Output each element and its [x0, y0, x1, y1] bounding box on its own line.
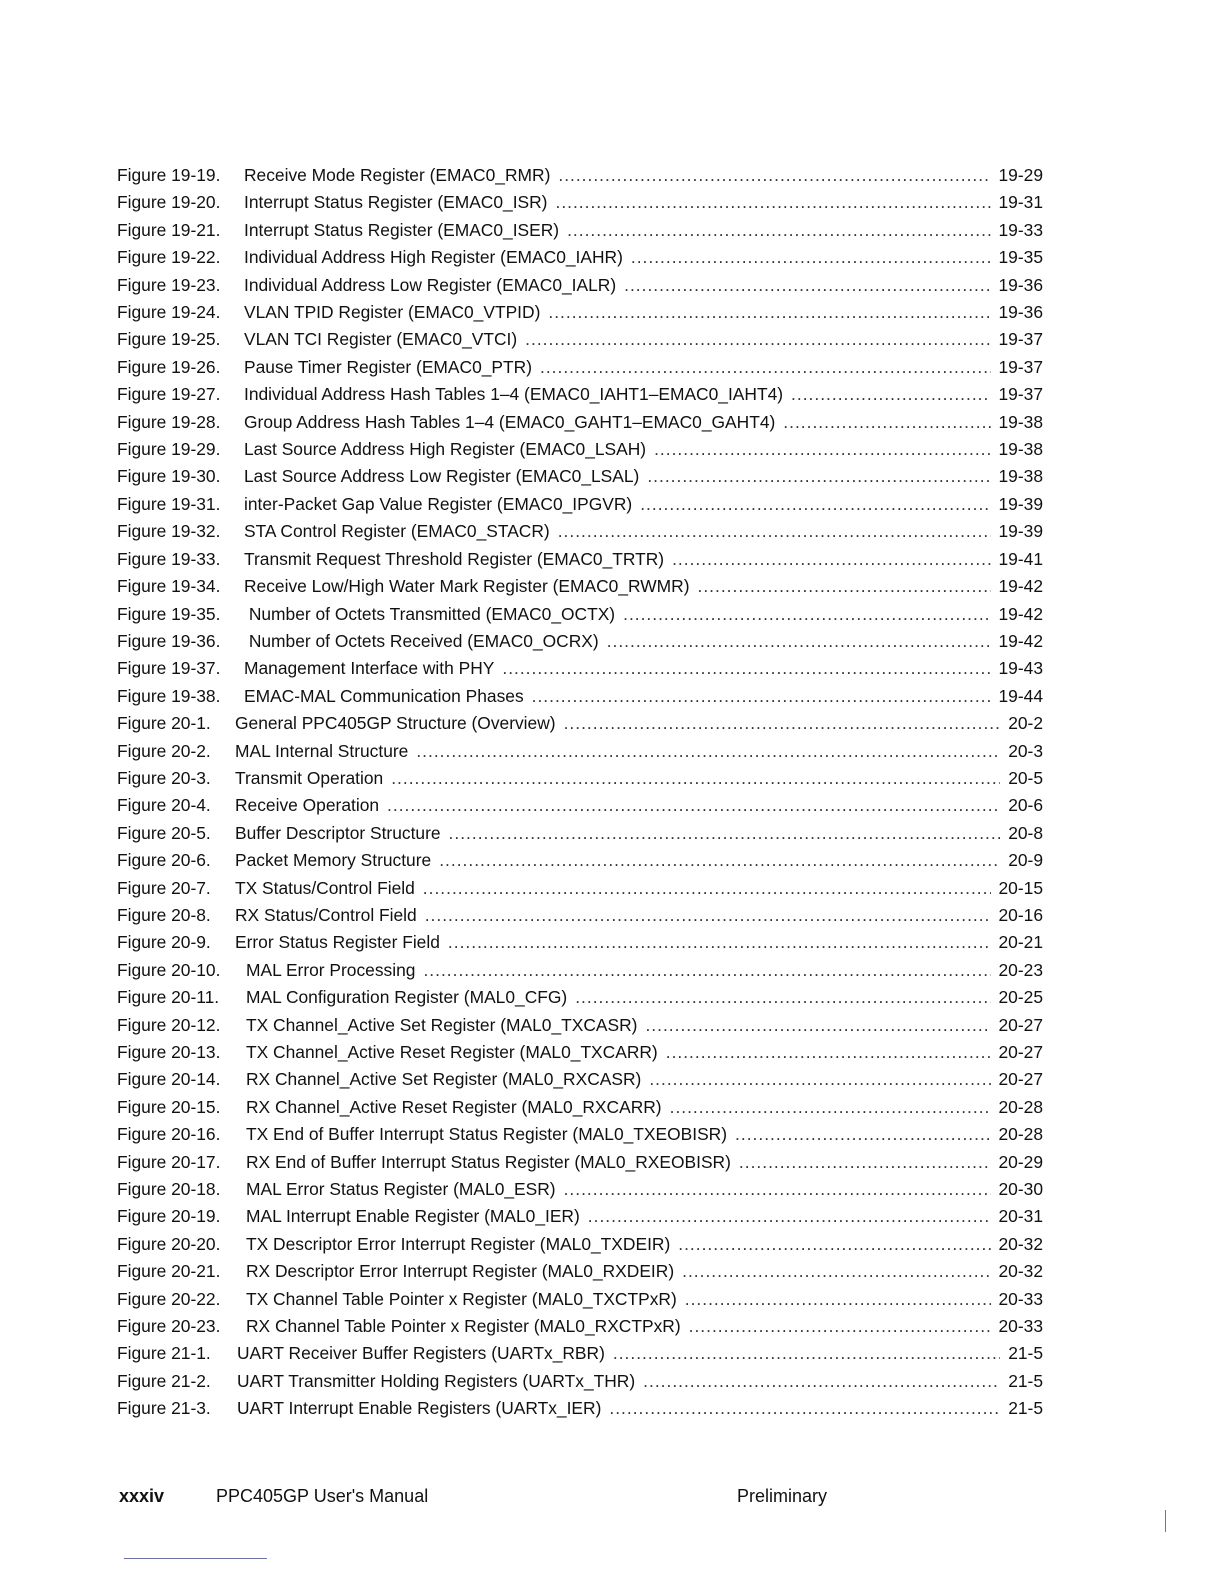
page-reference: 20-30	[998, 1179, 1043, 1200]
toc-entry[interactable]	[117, 162, 1043, 189]
figure-number: Figure 20-10.	[117, 959, 221, 980]
dot-leader	[423, 875, 991, 902]
page-number: xxxiv	[119, 1486, 165, 1506]
toc-entry[interactable]	[117, 820, 1043, 847]
figure-title: STA Control Register (EMAC0_STACR)	[244, 521, 550, 542]
figure-title: MAL Internal Structure	[235, 740, 409, 761]
figure-title: MAL Error Processing	[246, 959, 416, 980]
figure-title: Packet Memory Structure	[235, 850, 432, 871]
toc-entry[interactable]	[117, 628, 1043, 655]
figure-number: Figure 19-26.	[117, 356, 221, 377]
figure-title: Receive Mode Register (EMAC0_RMR)	[244, 165, 551, 185]
page-reference: 20-16	[998, 904, 1043, 925]
figure-number: Figure 19-34.	[117, 576, 221, 597]
page-reference: 20-28	[998, 1096, 1043, 1117]
figure-number: Figure 20-7.	[117, 877, 211, 898]
figure-number: Figure 20-3.	[117, 767, 211, 788]
toc-entry[interactable]	[117, 847, 1043, 874]
dot-leader	[532, 683, 991, 710]
dot-leader	[613, 1340, 1000, 1367]
dot-leader	[791, 381, 990, 408]
toc-entry[interactable]	[117, 1395, 1043, 1422]
toc-entry[interactable]	[117, 409, 1043, 436]
toc-entry[interactable]	[117, 710, 1043, 737]
page-reference: 19-41	[998, 548, 1043, 569]
toc-entry[interactable]	[117, 738, 1043, 765]
figure-title: Group Address Hash Tables 1–4 (EMAC0_GAHT1–EMAC0_GAHT4)	[244, 411, 776, 432]
dot-leader	[558, 518, 991, 545]
toc-entry[interactable]	[117, 546, 1043, 573]
toc-entry[interactable]	[117, 1258, 1043, 1285]
figure-title: Receive Low/High Water Mark Register (EMAC0_RWMR)	[244, 576, 690, 597]
toc-entry[interactable]	[117, 1286, 1043, 1313]
figure-title: TX End of Buffer Interrupt Status Register (MAL0_TXEOBISR)	[246, 1124, 728, 1145]
figure-number: Figure 19-23.	[117, 274, 221, 295]
page-reference: 20-27	[998, 1014, 1043, 1035]
page-reference: 21-5	[1008, 1343, 1043, 1364]
dot-leader	[575, 984, 990, 1011]
toc-entry[interactable]	[117, 957, 1043, 984]
figure-number: Figure 19-27.	[117, 384, 221, 405]
figure-title: TX Channel Table Pointer x Register (MAL0_TXCTPxR)	[246, 1288, 677, 1309]
figure-title: RX Channel Table Pointer x Register (MAL0_RXCTPxR)	[246, 1316, 681, 1337]
figure-number: Figure 20-18.	[117, 1179, 221, 1200]
page-reference: 19-42	[998, 630, 1043, 651]
figure-number: Figure 19-19.	[117, 165, 221, 185]
toc-entry[interactable]	[117, 984, 1043, 1011]
dot-leader	[449, 820, 1001, 847]
figure-number: Figure 19-22.	[117, 247, 221, 268]
figure-title: Interrupt Status Register (EMAC0_ISER)	[244, 219, 560, 240]
dot-leader	[391, 765, 1000, 792]
figure-title: UART Receiver Buffer Registers (UARTx_RBR)	[237, 1343, 605, 1364]
toc-entry[interactable]	[117, 1368, 1043, 1395]
figure-title: TX Channel_Active Set Register (MAL0_TXCASR)	[246, 1014, 638, 1035]
figure-number: Figure 19-33.	[117, 548, 221, 569]
toc-entry[interactable]	[117, 1149, 1043, 1176]
dot-leader	[548, 299, 990, 326]
page-reference: 19-35	[998, 247, 1043, 268]
figure-number: Figure 20-21.	[117, 1261, 221, 1282]
toc-entry[interactable]	[117, 1313, 1043, 1340]
page-reference: 21-5	[1008, 1398, 1043, 1419]
page-reference: 19-37	[998, 384, 1043, 405]
toc-entry[interactable]	[117, 655, 1043, 682]
figure-title: Transmit Operation	[235, 767, 384, 788]
toc-entry[interactable]	[117, 683, 1043, 710]
figure-number: Figure 20-1.	[117, 713, 211, 734]
figure-number: Figure 20-17.	[117, 1151, 221, 1172]
figure-number: Figure 19-30.	[117, 466, 221, 487]
dot-leader	[647, 463, 990, 490]
page-reference: 20-28	[998, 1124, 1043, 1145]
dot-leader	[558, 162, 990, 189]
figure-title: Buffer Descriptor Structure	[235, 822, 441, 843]
figure-number: Figure 19-38.	[117, 685, 221, 706]
page-reference: 19-31	[998, 192, 1043, 213]
toc-entry[interactable]	[117, 217, 1043, 244]
figure-title: Last Source Address Low Register (EMAC0_LSAL)	[244, 466, 640, 487]
page-reference: 20-8	[1008, 822, 1043, 843]
page-reference: 19-43	[998, 658, 1043, 679]
dot-leader	[631, 244, 991, 271]
figure-number: Figure 19-32.	[117, 521, 221, 542]
figure-number: Figure 19-31.	[117, 493, 221, 514]
figure-title: Receive Operation	[235, 795, 380, 816]
figure-number: Figure 20-23.	[117, 1316, 221, 1337]
figure-number: Figure 20-2.	[117, 740, 211, 761]
figure-number: Figure 19-21.	[117, 219, 221, 240]
dot-leader	[564, 710, 1001, 737]
figure-number: Figure 19-36.	[117, 630, 221, 651]
figure-number: Figure 20-13.	[117, 1042, 221, 1062]
page-reference: 20-27	[998, 1069, 1043, 1090]
figure-title: RX Channel_Active Set Register (MAL0_RXCASR)	[246, 1069, 642, 1090]
page-reference: 20-6	[1008, 795, 1043, 816]
toc-entry[interactable]	[117, 518, 1043, 545]
dot-leader	[555, 189, 990, 216]
dot-leader	[588, 1203, 991, 1230]
figure-title: TX Channel_Active Reset Register (MAL0_TXCARR)	[246, 1042, 658, 1062]
figure-title: RX Channel_Active Reset Register (MAL0_RXCARR)	[246, 1096, 662, 1117]
page-reference: 19-44	[998, 685, 1043, 706]
figure-title: EMAC-MAL Communication Phases	[244, 685, 524, 706]
page-reference: 20-21	[998, 932, 1043, 953]
figure-number: Figure 20-19.	[117, 1206, 221, 1227]
page-reference: 19-38	[998, 411, 1043, 432]
dot-leader	[670, 1094, 991, 1121]
page-reference: 19-36	[998, 274, 1043, 295]
toc-entry[interactable]	[117, 299, 1043, 326]
margin-mark	[1165, 1510, 1166, 1532]
figure-number: Figure 20-11.	[117, 987, 220, 1008]
dot-leader	[640, 491, 990, 518]
toc-entry[interactable]	[117, 272, 1043, 299]
dot-leader	[525, 326, 990, 353]
figure-title: Error Status Register Field	[235, 932, 440, 953]
page-reference: 20-29	[998, 1151, 1043, 1172]
dot-leader	[624, 272, 990, 299]
page-reference: 19-29	[998, 165, 1043, 185]
figure-title: Number of Octets Received (EMAC0_OCRX)	[244, 630, 599, 651]
page-reference: 20-9	[1008, 850, 1043, 871]
dot-leader	[783, 409, 990, 436]
dot-leader	[739, 1149, 991, 1176]
figure-title: Transmit Request Threshold Register (EMAC0_TRTR)	[244, 548, 665, 569]
toc-entry[interactable]	[117, 354, 1043, 381]
toc-entry[interactable]	[117, 244, 1043, 271]
figure-title: RX Descriptor Error Interrupt Register (MAL0_RXDEIR)	[246, 1261, 675, 1282]
dot-leader	[423, 957, 990, 984]
toc-entry[interactable]	[117, 1231, 1043, 1258]
figure-title: TX Descriptor Error Interrupt Register (MAL0_TXDEIR)	[246, 1233, 671, 1254]
figure-title: Individual Address Low Register (EMAC0_IALR)	[244, 274, 617, 295]
toc-entry[interactable]	[117, 326, 1043, 353]
dot-leader	[682, 1258, 990, 1285]
dot-leader	[654, 436, 990, 463]
toc-entry[interactable]	[117, 875, 1043, 902]
dot-leader	[685, 1286, 991, 1313]
dot-leader	[672, 546, 990, 573]
toc-entry[interactable]	[117, 463, 1043, 490]
document-status: Preliminary	[737, 1486, 828, 1506]
dot-leader	[735, 1121, 990, 1148]
figure-number: Figure 20-20.	[117, 1233, 221, 1254]
list-of-figures	[117, 162, 1043, 1423]
toc-entry[interactable]	[117, 1039, 1043, 1066]
toc-entry[interactable]	[117, 189, 1043, 216]
dot-leader	[645, 1012, 990, 1039]
page-reference: 20-15	[998, 877, 1043, 898]
figure-title: inter-Packet Gap Value Register (EMAC0_IPGVR)	[244, 493, 633, 514]
dot-leader	[698, 573, 991, 600]
toc-entry[interactable]	[117, 573, 1043, 600]
dot-leader	[689, 1313, 991, 1340]
dot-leader	[502, 655, 990, 682]
figure-title: UART Transmitter Holding Registers (UARTx_THR)	[237, 1370, 636, 1391]
figure-title: VLAN TCI Register (EMAC0_VTCI)	[244, 329, 518, 350]
figure-title: Individual Address Hash Tables 1–4 (EMAC0_IAHT1–EMAC0_IAHT4)	[244, 384, 784, 405]
page-reference: 19-33	[998, 219, 1043, 240]
figure-number: Figure 19-24.	[117, 302, 221, 323]
figure-title: Pause Timer Register (EMAC0_PTR)	[244, 356, 532, 377]
figure-number: Figure 20-6.	[117, 850, 211, 871]
figure-number: Figure 20-12.	[117, 1014, 221, 1035]
page-reference: 19-39	[998, 493, 1043, 514]
toc-entry[interactable]	[117, 1340, 1043, 1367]
dot-leader	[607, 628, 991, 655]
toc-entry[interactable]	[117, 792, 1043, 819]
toc-entry[interactable]	[117, 1012, 1043, 1039]
page-reference: 19-38	[998, 439, 1043, 460]
dot-leader	[666, 1039, 991, 1066]
dot-leader	[567, 217, 990, 244]
figure-title: Individual Address High Register (EMAC0_IAHR)	[244, 247, 623, 268]
page-reference: 21-5	[1008, 1370, 1043, 1391]
figure-number: Figure 20-15.	[117, 1096, 221, 1117]
toc-entry[interactable]	[117, 1066, 1043, 1093]
figure-title: Management Interface with PHY	[244, 658, 495, 679]
figure-title: General PPC405GP Structure (Overview)	[235, 713, 556, 734]
figure-title: VLAN TPID Register (EMAC0_VTPID)	[244, 302, 541, 323]
figure-title: Last Source Address High Register (EMAC0_LSAH)	[244, 439, 647, 460]
figure-title: UART Interrupt Enable Registers (UARTx_IER)	[237, 1398, 602, 1419]
figure-number: Figure 21-3.	[117, 1398, 211, 1419]
bottom-rule	[124, 1558, 267, 1559]
dot-leader	[649, 1066, 990, 1093]
figure-number: Figure 19-20.	[117, 192, 221, 213]
figure-title: RX End of Buffer Interrupt Status Register (MAL0_RXEOBISR)	[246, 1151, 731, 1172]
page-reference: 20-5	[1008, 767, 1043, 788]
dot-leader	[678, 1231, 990, 1258]
dot-leader	[564, 1176, 991, 1203]
toc-entry[interactable]	[117, 902, 1043, 929]
figure-number: Figure 20-14.	[117, 1069, 221, 1090]
page-reference: 19-42	[998, 603, 1043, 624]
toc-entry[interactable]	[117, 929, 1043, 956]
figure-title: Number of Octets Transmitted (EMAC0_OCTX)	[244, 603, 616, 624]
figure-number: Figure 20-22.	[117, 1288, 221, 1309]
toc-entry[interactable]	[117, 765, 1043, 792]
page-reference: 20-32	[998, 1261, 1043, 1282]
figure-number: Figure 19-29.	[117, 439, 221, 460]
toc-entry[interactable]	[117, 1121, 1043, 1148]
figure-title: MAL Interrupt Enable Register (MAL0_IER)	[246, 1206, 580, 1227]
toc-entry[interactable]	[117, 1203, 1043, 1230]
figure-number: Figure 21-1.	[117, 1343, 211, 1364]
page-reference: 19-38	[998, 466, 1043, 487]
figure-number: Figure 20-9.	[117, 932, 211, 953]
dot-leader	[623, 601, 990, 628]
page-reference: 20-33	[998, 1316, 1043, 1337]
figure-title: RX Status/Control Field	[235, 904, 417, 925]
figure-number: Figure 20-5.	[117, 822, 211, 843]
page-reference: 20-23	[998, 959, 1043, 980]
page-reference: 20-33	[998, 1288, 1043, 1309]
dot-leader	[439, 847, 1000, 874]
figure-number: Figure 20-16.	[117, 1124, 221, 1145]
dot-leader	[643, 1368, 1000, 1395]
page-reference: 20-2	[1008, 713, 1043, 734]
page-reference: 20-3	[1008, 740, 1043, 761]
page-reference: 19-39	[998, 521, 1043, 542]
figure-number: Figure 19-28.	[117, 411, 221, 432]
toc-entry[interactable]	[117, 436, 1043, 463]
figure-number: Figure 19-35.	[117, 603, 221, 624]
page-reference: 20-32	[998, 1233, 1043, 1254]
page-reference: 19-37	[998, 329, 1043, 350]
page-reference: 20-27	[998, 1042, 1043, 1062]
page-reference: 20-25	[998, 987, 1043, 1008]
page-reference: 19-37	[998, 356, 1043, 377]
figure-title: MAL Error Status Register (MAL0_ESR)	[246, 1179, 556, 1200]
toc-entry[interactable]	[117, 381, 1043, 408]
page-reference: 19-42	[998, 576, 1043, 597]
toc-entry[interactable]	[117, 1176, 1043, 1203]
toc-entry[interactable]	[117, 491, 1043, 518]
dot-leader	[416, 738, 1000, 765]
figure-title: Interrupt Status Register (EMAC0_ISR)	[244, 192, 548, 213]
dot-leader	[387, 792, 1000, 819]
page-reference: 19-36	[998, 302, 1043, 323]
toc-entry[interactable]	[117, 1094, 1043, 1121]
figure-number: Figure 21-2.	[117, 1370, 211, 1391]
figure-number: Figure 19-25.	[117, 329, 221, 350]
dot-leader	[609, 1395, 1000, 1422]
dot-leader	[540, 354, 991, 381]
figure-number: Figure 20-4.	[117, 795, 211, 816]
figure-title: TX Status/Control Field	[235, 877, 415, 898]
dot-leader	[448, 929, 991, 956]
page-reference: 20-31	[998, 1206, 1043, 1227]
toc-entry[interactable]	[117, 601, 1043, 628]
dot-leader	[425, 902, 991, 929]
figure-number: Figure 19-37.	[117, 658, 221, 679]
figure-number: Figure 20-8.	[117, 904, 211, 925]
manual-title: PPC405GP User's Manual	[216, 1486, 429, 1506]
figure-title: MAL Configuration Register (MAL0_CFG)	[246, 987, 568, 1008]
